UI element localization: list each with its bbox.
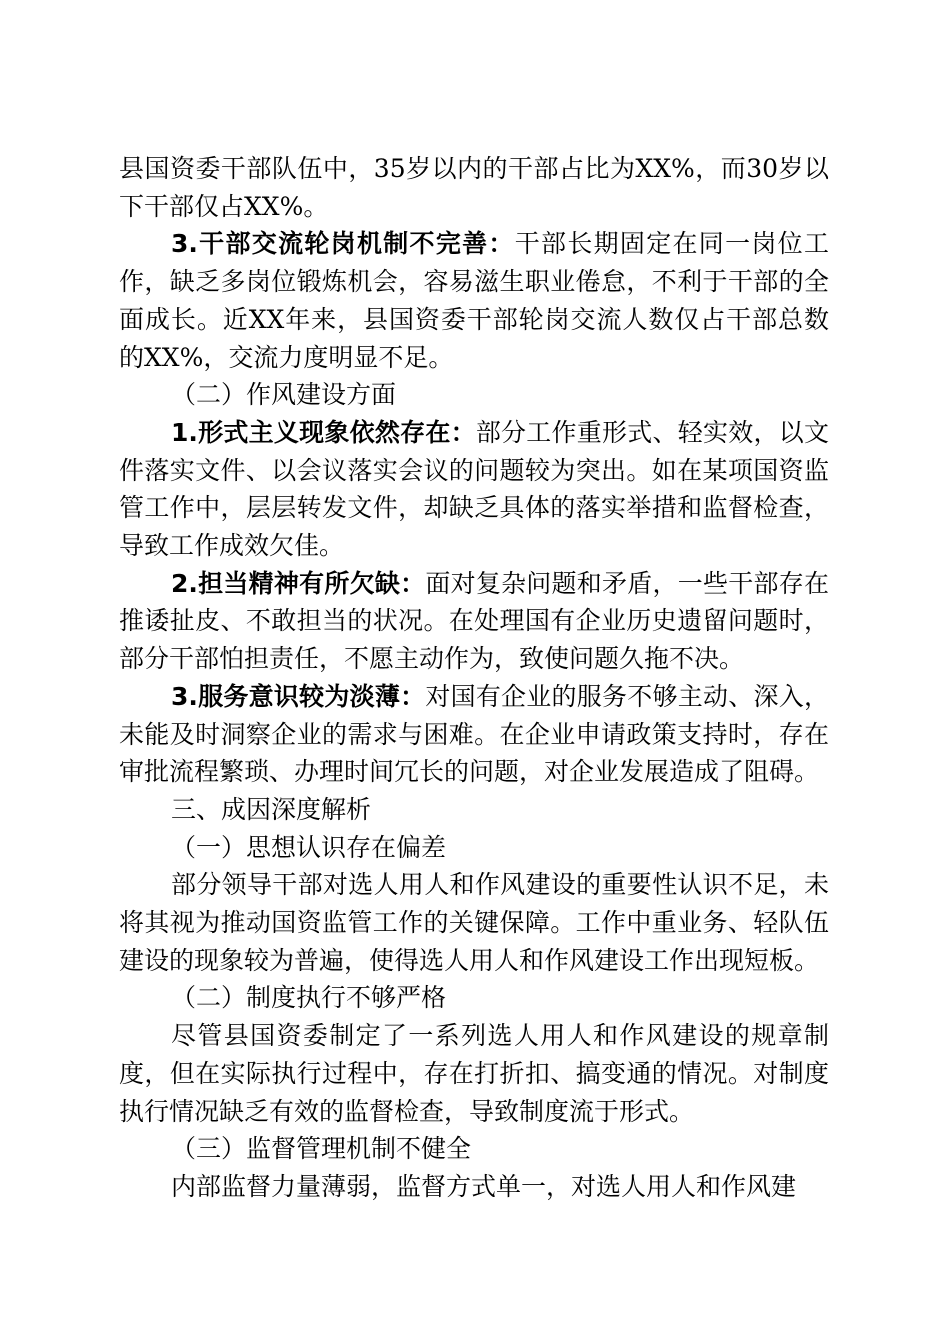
paragraph-text: 部分领导干部对选人用人和作风建设的重要性认识不足，未将其视为推动国资监管工作的关键保障。工作中重业务、轻队伍建设的现象较为普遍，使得选人用人和作风建设工作出现短板。: [119, 870, 829, 975]
paragraph-system-execution: [119, 1017, 829, 1130]
point-responsibility: [119, 565, 829, 678]
subheading-text: （一）思想认识存在偏差: [171, 832, 447, 862]
point-text: 部分工作重形式、轻实效，以文件落实文件、以会议落实会议的问题较为突出。如在某项国资监管工作中，层层转发文件，却缺乏具体的落实举措和监督检查，导致工作成效欠佳。: [119, 417, 829, 561]
paragraph-text: 县国资委干部队伍中，35岁以内的干部占比为XX%，而30岁以下干部仅占XX%。: [119, 154, 829, 221]
point-lead: 3.干部交流轮岗机制不完善：: [171, 229, 515, 259]
subheading-text: （三）监督管理机制不健全: [171, 1134, 472, 1164]
subheading-text: （二）制度执行不够严格: [171, 983, 447, 1013]
paragraph-text: 内部监督力量薄弱，监督方式单一，对选人用人和作风建: [171, 1171, 797, 1201]
point-text: 干部长期固定在同一岗位工作，缺乏多岗位锻炼机会，容易滋生职业倦怠，不利于干部的全面成长。近XX年来，县国资委干部轮岗交流人数仅占干部总数的XX%，交流力度明显不足。: [119, 229, 829, 372]
subheading-supervision: [119, 1130, 829, 1168]
subheading-text: （二）作风建设方面: [171, 380, 397, 410]
point-lead: 1.形式主义现象依然存在：: [171, 417, 476, 447]
point-formalism: [119, 414, 829, 565]
section-heading-text: 三、成因深度解析: [171, 794, 372, 824]
point-lead: 2.担当精神有所欠缺：: [171, 568, 426, 598]
document-body: [119, 150, 829, 1206]
point-service-awareness: [119, 678, 829, 791]
paragraph-cadre-age-ratio: [119, 150, 829, 225]
subheading-thinking: [119, 829, 829, 867]
point-lead: 3.服务意识较为淡薄：: [171, 681, 426, 711]
paragraph-text: 尽管县国资委制定了一系列选人用人和作风建设的规章制度，但在实际执行过程中，存在打折扣、搞变通的情况。对制度执行情况缺乏有效的监督检查，导致制度流于形式。: [119, 1021, 829, 1126]
subheading-work-style: [119, 376, 829, 414]
section-heading-causes: [119, 791, 829, 829]
point-rotation-mechanism: [119, 225, 829, 376]
subheading-system-execution: [119, 979, 829, 1017]
paragraph-thinking: [119, 866, 829, 979]
point-text: 对国有企业的服务不够主动、深入，未能及时洞察企业的需求与困难。在企业申请政策支持时，存在审批流程繁琐、办理时间冗长的问题，对企业发展造成了阻碍。: [119, 681, 829, 787]
point-text: 面对复杂问题和矛盾，一些干部存在推诿扯皮、不敢担当的状况。在处理国有企业历史遗留问题时，部分干部怕担责任，不愿主动作为，致使问题久拖不决。: [119, 568, 829, 674]
paragraph-supervision: [119, 1168, 829, 1206]
